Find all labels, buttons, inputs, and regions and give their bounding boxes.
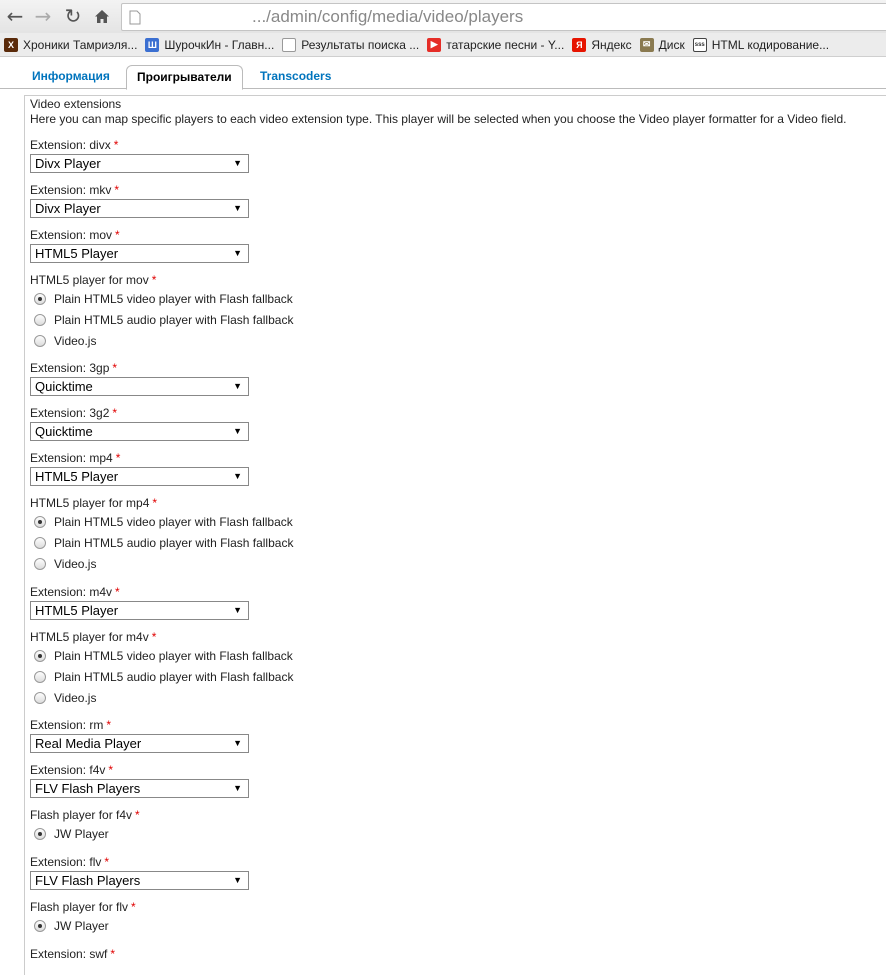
field-label: Extension: 3gp * xyxy=(30,361,118,375)
page-icon xyxy=(282,38,296,52)
radio-button[interactable] xyxy=(34,335,46,347)
select-value: Quicktime xyxy=(35,379,93,394)
radio-option[interactable] xyxy=(30,554,730,574)
select-value: HTML5 Player xyxy=(35,469,119,484)
yandex-icon: Я xyxy=(572,38,586,52)
radio-label: Plain HTML5 video player with Flash fallback xyxy=(54,292,293,306)
radio-option[interactable] xyxy=(30,289,730,309)
dropdown-arrow-icon: ▼ xyxy=(233,158,242,168)
required-marker: * xyxy=(114,183,120,197)
blog-icon: Ш xyxy=(145,38,159,52)
radio-group xyxy=(30,273,730,351)
bookmark-label: ШурочкИн - Главн... xyxy=(164,37,275,52)
bookmark-label: Хроники Тамриэля... xyxy=(23,37,138,52)
field-label: Extension: rm * xyxy=(30,718,112,732)
radio-label: Plain HTML5 video player with Flash fallback xyxy=(54,649,293,663)
field-label: Extension: f4v * xyxy=(30,763,114,777)
radio-group xyxy=(30,900,730,936)
required-marker: * xyxy=(104,855,110,869)
form-item xyxy=(30,361,730,396)
youtube-icon: ▶ xyxy=(427,38,441,52)
radio-label: JW Player xyxy=(54,827,109,841)
dropdown-arrow-icon: ▼ xyxy=(233,203,242,213)
required-marker: * xyxy=(115,228,120,242)
radio-group xyxy=(30,630,730,708)
dropdown-arrow-icon: ▼ xyxy=(233,426,242,436)
browser-toolbar xyxy=(0,0,886,33)
form-item xyxy=(30,763,730,798)
forward-arrow-icon[interactable]: → xyxy=(34,4,52,28)
player-select[interactable] xyxy=(30,601,249,620)
player-select[interactable] xyxy=(30,422,249,441)
radio-option[interactable] xyxy=(30,533,730,553)
player-select[interactable] xyxy=(30,779,249,798)
required-marker: * xyxy=(112,361,118,375)
field-label: Flash player for f4v * xyxy=(30,808,140,822)
tab-players[interactable]: Проигрыватели xyxy=(126,65,243,90)
field-label: HTML5 player for mp4 * xyxy=(30,496,158,510)
bookmark-label: HTML кодирование... xyxy=(711,37,830,52)
radio-option[interactable] xyxy=(30,310,730,330)
radio-label: Plain HTML5 audio player with Flash fallback xyxy=(54,536,294,550)
form-item xyxy=(30,228,730,263)
bookmark-item[interactable] xyxy=(278,33,423,57)
form-item xyxy=(30,138,730,173)
required-marker: * xyxy=(152,496,158,510)
radio-button[interactable] xyxy=(34,293,46,305)
select-value: FLV Flash Players xyxy=(35,781,141,796)
dropdown-arrow-icon: ▼ xyxy=(233,605,242,615)
required-marker: * xyxy=(115,451,121,465)
radio-label: Video.js xyxy=(54,557,97,571)
field-label: Flash player for flv * xyxy=(30,900,136,914)
bookmark-item[interactable] xyxy=(568,33,635,57)
radio-label: Plain HTML5 audio player with Flash fallback xyxy=(54,670,294,684)
radio-label: Video.js xyxy=(54,334,97,348)
select-value: Real Media Player xyxy=(35,736,142,751)
radio-option[interactable] xyxy=(30,512,730,532)
radio-button[interactable] xyxy=(34,537,46,549)
page-icon xyxy=(129,10,141,28)
tab-bar xyxy=(0,57,886,89)
radio-option[interactable] xyxy=(30,916,730,936)
select-value: Divx Player xyxy=(35,201,101,216)
reload-icon[interactable]: ↻ xyxy=(64,4,82,28)
back-arrow-icon[interactable]: ← xyxy=(6,4,24,28)
field-label: Extension: flv * xyxy=(30,855,110,869)
form-item xyxy=(30,183,730,218)
bookmark-label: Диск xyxy=(658,37,685,52)
form-item xyxy=(30,855,730,890)
select-value: Quicktime xyxy=(35,424,93,439)
radio-group xyxy=(30,808,730,844)
field-label: Extension: mkv * xyxy=(30,183,120,197)
radio-option[interactable] xyxy=(30,646,730,666)
required-marker: * xyxy=(113,138,119,152)
home-icon[interactable] xyxy=(91,5,113,27)
player-select[interactable] xyxy=(30,154,249,173)
radio-label: Plain HTML5 audio player with Flash fallback xyxy=(54,313,294,327)
dropdown-arrow-icon: ▼ xyxy=(233,783,242,793)
radio-group xyxy=(30,496,730,574)
form-item xyxy=(30,585,730,620)
player-select[interactable] xyxy=(30,871,249,890)
radio-button[interactable] xyxy=(34,671,46,683)
bookmark-item[interactable] xyxy=(689,33,833,57)
required-marker: * xyxy=(131,900,136,914)
form-item xyxy=(30,947,730,962)
form-item xyxy=(30,451,730,486)
radio-option[interactable] xyxy=(30,667,730,687)
player-select[interactable] xyxy=(30,199,249,218)
game-icon: Х xyxy=(4,38,18,52)
select-value: HTML5 Player xyxy=(35,603,119,618)
dropdown-arrow-icon: ▼ xyxy=(233,738,242,748)
radio-label: Video.js xyxy=(54,691,97,705)
bookmark-item[interactable] xyxy=(0,33,141,57)
required-marker: * xyxy=(115,585,120,599)
radio-button[interactable] xyxy=(34,516,46,528)
bookmarks-bar xyxy=(0,33,886,57)
form-item xyxy=(30,718,730,753)
required-marker: * xyxy=(135,808,140,822)
select-value: HTML5 Player xyxy=(35,246,119,261)
dropdown-arrow-icon: ▼ xyxy=(233,875,242,885)
field-label: Extension: 3g2 * xyxy=(30,406,118,420)
radio-button[interactable] xyxy=(34,314,46,326)
code-icon: sss xyxy=(693,38,707,52)
section-description: Here you can map specific players to each video extension type. This player will be selected when you choose the Video player formatter for a Video field. xyxy=(30,112,847,126)
dropdown-arrow-icon: ▼ xyxy=(233,248,242,258)
player-select[interactable] xyxy=(30,377,249,396)
radio-button[interactable] xyxy=(34,558,46,570)
url-text[interactable]: .../admin/config/media/video/players xyxy=(252,7,524,26)
bookmark-label: татарские песни - Y... xyxy=(446,37,565,52)
mail-icon: ✉ xyxy=(640,38,654,52)
required-marker: * xyxy=(151,630,157,644)
bookmark-item[interactable] xyxy=(423,33,568,57)
radio-button[interactable] xyxy=(34,650,46,662)
form-item xyxy=(30,406,730,441)
field-label: HTML5 player for m4v * xyxy=(30,630,157,644)
tab-transcoders[interactable]: Transcoders xyxy=(260,69,332,83)
field-label: HTML5 player for mov * xyxy=(30,273,157,287)
bookmark-item[interactable] xyxy=(141,33,278,57)
required-marker: * xyxy=(106,718,112,732)
required-marker: * xyxy=(110,947,116,961)
player-select[interactable] xyxy=(30,734,249,753)
radio-label: Plain HTML5 video player with Flash fallback xyxy=(54,515,293,529)
bookmark-item[interactable] xyxy=(636,33,689,57)
radio-button[interactable] xyxy=(34,920,46,932)
field-label: Extension: m4v * xyxy=(30,585,120,599)
bookmark-label: Результаты поиска ... xyxy=(301,37,420,52)
radio-option[interactable] xyxy=(30,688,730,708)
field-label: Extension: mov * xyxy=(30,228,120,242)
select-value: Divx Player xyxy=(35,156,101,171)
player-select[interactable] xyxy=(30,244,249,263)
radio-button[interactable] xyxy=(34,828,46,840)
radio-label: JW Player xyxy=(54,919,109,933)
select-value: FLV Flash Players xyxy=(35,873,141,888)
radio-option[interactable] xyxy=(30,824,730,844)
address-bar[interactable] xyxy=(121,3,886,31)
tab-info[interactable]: Информация xyxy=(32,69,110,83)
dropdown-arrow-icon: ▼ xyxy=(233,471,242,481)
dropdown-arrow-icon: ▼ xyxy=(233,381,242,391)
section-title: Video extensions xyxy=(30,97,122,111)
radio-option[interactable] xyxy=(30,331,730,351)
field-label: Extension: mp4 * xyxy=(30,451,121,465)
field-label: Extension: swf * xyxy=(30,947,116,961)
required-marker: * xyxy=(108,763,114,777)
bookmark-label: Яндекс xyxy=(591,37,632,52)
required-marker: * xyxy=(151,273,157,287)
required-marker: * xyxy=(112,406,118,420)
player-select[interactable] xyxy=(30,467,249,486)
field-label: Extension: divx * xyxy=(30,138,119,152)
radio-button[interactable] xyxy=(34,692,46,704)
